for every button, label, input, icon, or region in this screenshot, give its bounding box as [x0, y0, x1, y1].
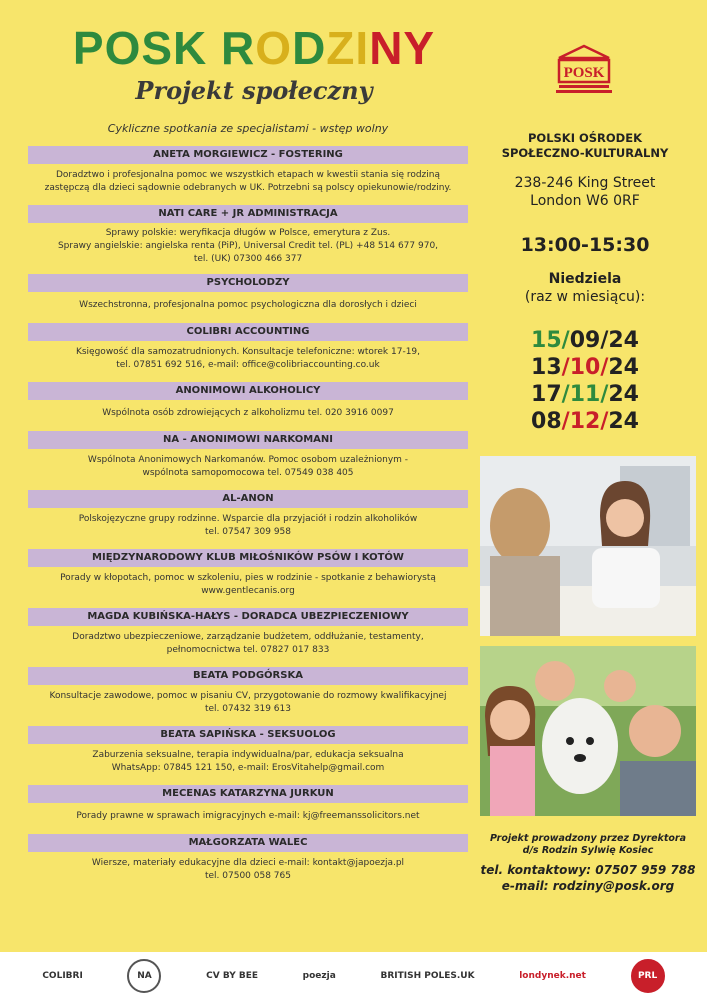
sponsor-logo: COLIBRI: [42, 971, 83, 981]
family-photo: [480, 646, 696, 816]
service-description: Wszechstronna, profesjonalna pomoc psychologiczna dla dorosłych i dzieci: [79, 299, 417, 310]
service-header: ANETA MORGIEWICZ - FOSTERING: [28, 146, 468, 164]
meeting-day: Niedziela (raz w miesiącu):: [524, 271, 646, 305]
title-letter: N: [369, 22, 404, 74]
service-header: ANONIMOWI ALKOHOLICY: [28, 382, 468, 400]
meeting-date: 15/09/24: [531, 328, 639, 353]
service-header: AL-ANON: [28, 490, 468, 508]
service-header: PSYCHOLODZY: [28, 274, 468, 292]
service-header: BEATA SAPIŃSKA - SEKSUOLOG: [28, 726, 468, 744]
posk-logo: [555, 44, 613, 94]
sponsor-logo: BRITISH POLES.UK: [380, 971, 475, 981]
service-header: MECENAS KATARZYNA JURKUN: [28, 785, 468, 803]
contact-email: e-mail: rodziny@posk.org: [501, 879, 675, 893]
service-header: MAŁGORZATA WALEC: [28, 834, 468, 852]
sponsor-logo: poezja: [302, 971, 336, 981]
service-header: MIĘDZYNARODOWY KLUB MIŁOŚNIKÓW PSÓW I KOTÓW: [28, 549, 468, 567]
contact-info: Projekt prowadzony przez Dyrektora d/s Rodzin Sylwię Kosiec tel. kontaktowy: 07507 959 788 e-mail: rodziny@posk.org: [480, 833, 696, 893]
meeting-date: 13/10/24: [531, 355, 639, 380]
service-description: Wiersze, materiały edukacyjne dla dzieci e-mail: kontakt@japoezja.pl tel. 07500 058 765: [91, 858, 405, 881]
service-description: Wspólnota osób zdrowiejących z alkoholizmu tel. 020 3916 0097: [102, 407, 394, 418]
meeting-time: 13:00-15:30: [520, 234, 650, 256]
service-header: MAGDA KUBIŃSKA-HAŁYS - DORADCA UBEZPIECZENIOWY: [28, 608, 468, 626]
address: 238-246 King Street London W6 0RF: [514, 175, 656, 209]
title-letter: POSK: [72, 22, 222, 74]
meeting-dates: [490, 327, 680, 435]
poster-subtitle: Projekt społeczny: [135, 76, 373, 105]
service-description: Zaburzenia seksualne, terapia indywidualna/par, edukacja seksualna WhatsApp: 07845 121 150, e-mail: ErosVitahelp@gmail.com: [92, 750, 404, 773]
service-description: Polskojęzyczne grupy rodzinne. Wsparcie dla przyjaciół i rodzin alkoholików tel. 07547 309 958: [78, 514, 418, 537]
service-description: Porady prawne w sprawach imigracyjnych e-mail: kj@freemanssolicitors.net: [76, 810, 420, 821]
title-letter: Y: [403, 22, 436, 74]
service-header: NA - ANONIMOWI NARKOMANI: [28, 431, 468, 449]
svg-text:POSK: POSK: [563, 65, 605, 81]
service-description: Porady w kłopotach, pomoc w szkoleniu, pies w rodzinie - spotkanie z behawiorystą www.gentlecanis.org: [60, 573, 436, 596]
title-letter: Z: [326, 22, 356, 74]
title-letter: D: [292, 22, 327, 74]
service-description: Księgowość dla samozatrudnionych. Konsultacje telefoniczne: wtorek 17-19, tel. 07851 692 516, e-mail: office@colibriaccounting.co.uk: [75, 347, 421, 370]
meeting-date: 17/11/24: [531, 382, 639, 407]
title-letter: O: [255, 22, 293, 74]
service-header: BEATA PODGÓRSKA: [28, 667, 468, 685]
title-letter: R: [221, 22, 256, 74]
sponsor-logo: PRL: [631, 959, 665, 993]
services-list: [28, 146, 468, 888]
service-description: Konsultacje zawodowe, pomoc w pisaniu CV, przygotowanie do rozmowy kwalifikacyjnej tel. 07432 319 613: [49, 691, 447, 714]
service-description: Wspólnota Anonimowych Narkomanów. Pomoc osobom uzależnionym - wspólnota samopomocowa tel. 07549 038 405: [87, 455, 409, 478]
title-letter: I: [355, 22, 370, 74]
sponsor-footer: [0, 952, 707, 1000]
service-description: Sprawy polskie: weryfikacja długów w Polsce, emerytura z Zus. Sprawy angielskie: angielska renta (PiP), Universal Credit tel. (PL) +48 514 677 970, tel. (UK) 07300 466 377: [57, 227, 439, 264]
organization-name: POLSKI OŚRODEK SPOŁECZNO-KULTURALNY: [501, 131, 669, 160]
meeting-photo: [480, 456, 696, 636]
poster-title: [54, 22, 454, 74]
sponsor-logo: CV BY BEE: [206, 971, 259, 981]
contact-phone: tel. kontaktowy: 07507 959 788: [480, 863, 696, 877]
service-header: NATI CARE + JR ADMINISTRACJA: [28, 205, 468, 223]
service-header: COLIBRI ACCOUNTING: [28, 323, 468, 341]
service-description: Doradztwo i profesjonalna pomoc we wszystkich etapach w kwestii stania się rodziną zastępczą dla dzieci sądownie odebranych w UK. Potrzebni są polscy opiekunowie/rodziny.: [44, 170, 452, 193]
meeting-date: 08/12/24: [531, 409, 639, 434]
sponsor-logo: londynek.net: [519, 971, 586, 981]
service-description: Doradztwo ubezpieczeniowe, zarządzanie budżetem, oddłużanie, testamenty, pełnomocnictwa tel. 07827 017 833: [72, 632, 424, 655]
poster-tagline: Cykliczne spotkania ze specjalistami - wstęp wolny: [107, 122, 389, 135]
sponsor-logo: NA: [127, 959, 161, 993]
